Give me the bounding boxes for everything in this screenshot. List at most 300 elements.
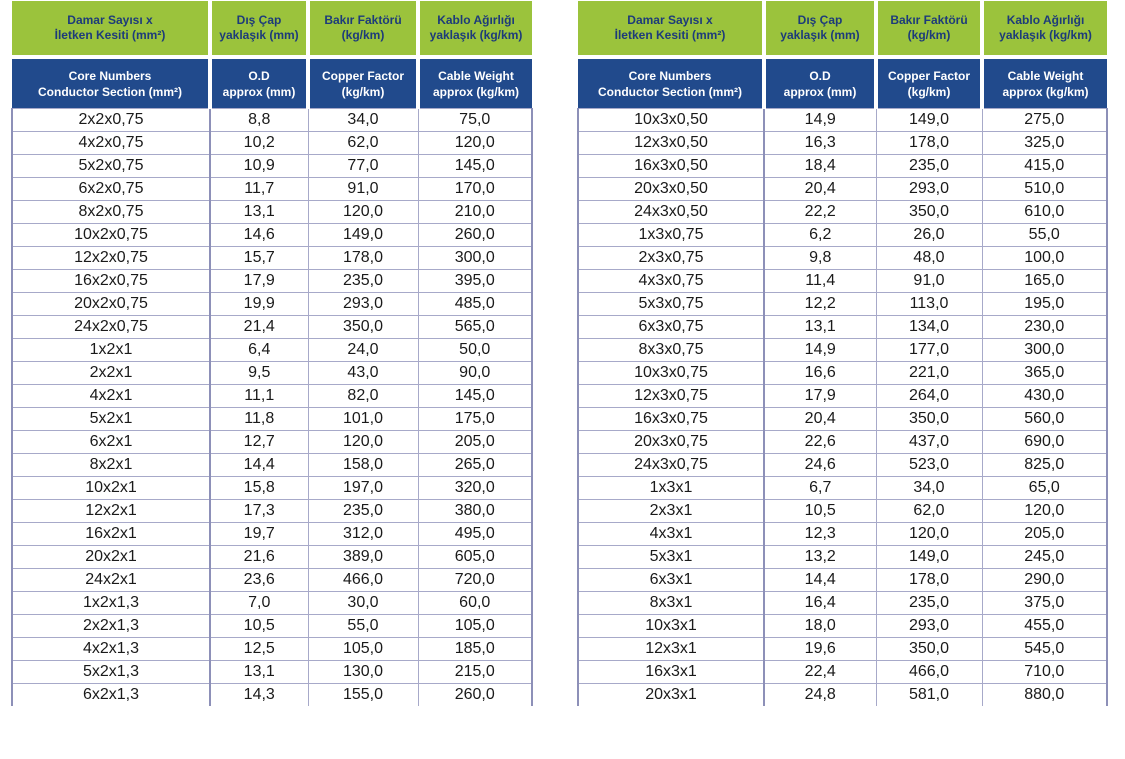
table-row xyxy=(12,155,532,178)
outer-diameter-cell: 11,1 xyxy=(210,385,308,408)
outer-diameter-cell: 9,8 xyxy=(764,247,876,270)
core-conductor-cell: 2x2x1 xyxy=(12,362,210,385)
copper-factor-cell: 120,0 xyxy=(308,431,418,454)
outer-diameter-cell: 10,9 xyxy=(210,155,308,178)
outer-diameter-cell: 19,6 xyxy=(764,638,876,661)
outer-diameter-cell: 19,9 xyxy=(210,293,308,316)
table-row xyxy=(12,201,532,224)
table-row xyxy=(578,431,1107,454)
copper-factor-cell: 235,0 xyxy=(876,592,982,615)
core-conductor-cell: 24x3x0,50 xyxy=(578,201,764,224)
table-row xyxy=(578,500,1107,523)
copper-factor-cell: 235,0 xyxy=(876,155,982,178)
core-conductor-cell: 1x3x1 xyxy=(578,477,764,500)
table-row xyxy=(12,638,532,661)
table-row xyxy=(578,661,1107,684)
copper-factor-cell: 105,0 xyxy=(308,638,418,661)
outer-diameter-cell: 13,1 xyxy=(210,201,308,224)
table-row xyxy=(12,408,532,431)
outer-diameter-cell: 22,4 xyxy=(764,661,876,684)
header-line: Cable Weight xyxy=(1007,68,1084,83)
header-line: Bakır Faktörü xyxy=(890,13,968,27)
copper-factor-cell: 113,0 xyxy=(876,293,982,316)
table-row xyxy=(578,385,1107,408)
cable-weight-cell: 145,0 xyxy=(418,155,532,178)
outer-diameter-cell: 21,4 xyxy=(210,316,308,339)
cable-weight-cell: 485,0 xyxy=(418,293,532,316)
copper-factor-cell: 178,0 xyxy=(876,132,982,155)
core-conductor-cell: 8x3x1 xyxy=(578,592,764,615)
core-conductor-cell: 1x2x1 xyxy=(12,339,210,362)
table-row xyxy=(578,316,1107,339)
header-line: Copper Factor xyxy=(321,68,404,83)
copper-factor-cell: 34,0 xyxy=(876,477,982,500)
core-conductor-cell: 16x3x0,50 xyxy=(578,155,764,178)
table-row xyxy=(12,500,532,523)
cable-weight-cell: 245,0 xyxy=(982,546,1107,569)
table-row xyxy=(12,615,532,638)
header-line: İletken Kesiti (mm²) xyxy=(54,28,166,42)
table-row xyxy=(12,569,532,592)
outer-diameter-cell: 22,2 xyxy=(764,201,876,224)
cable-weight-cell: 185,0 xyxy=(418,638,532,661)
header-line: approx (mm) xyxy=(222,84,296,99)
table-row xyxy=(12,132,532,155)
header-line: Dış Çap xyxy=(236,13,282,27)
copper-factor-cell: 134,0 xyxy=(876,316,982,339)
outer-diameter-cell: 6,7 xyxy=(764,477,876,500)
header-core-conductor-en xyxy=(12,57,210,109)
core-conductor-cell: 1x2x1,3 xyxy=(12,592,210,615)
cable-weight-cell: 120,0 xyxy=(982,500,1107,523)
core-conductor-cell: 8x3x0,75 xyxy=(578,339,764,362)
core-conductor-cell: 4x2x0,75 xyxy=(12,132,210,155)
core-conductor-cell: 10x2x0,75 xyxy=(12,224,210,247)
copper-factor-cell: 158,0 xyxy=(308,454,418,477)
core-conductor-cell: 20x2x1 xyxy=(12,546,210,569)
cable-weight-cell: 300,0 xyxy=(982,339,1107,362)
copper-factor-cell: 312,0 xyxy=(308,523,418,546)
header-cable-weight-tr xyxy=(982,1,1107,57)
table-row xyxy=(12,270,532,293)
copper-factor-cell: 293,0 xyxy=(308,293,418,316)
copper-factor-cell: 130,0 xyxy=(308,661,418,684)
outer-diameter-cell: 22,6 xyxy=(764,431,876,454)
header-line: Dış Çap xyxy=(797,13,843,27)
header-line: yaklaşık (mm) xyxy=(780,28,860,42)
table-row xyxy=(578,569,1107,592)
table-row xyxy=(578,224,1107,247)
copper-factor-cell: 120,0 xyxy=(308,201,418,224)
core-conductor-cell: 12x3x0,75 xyxy=(578,385,764,408)
outer-diameter-cell: 8,8 xyxy=(210,109,308,132)
core-conductor-cell: 6x3x0,75 xyxy=(578,316,764,339)
core-conductor-cell: 6x2x1 xyxy=(12,431,210,454)
cable-weight-cell: 605,0 xyxy=(418,546,532,569)
cable-weight-cell: 560,0 xyxy=(982,408,1107,431)
header-line: O.D xyxy=(248,68,270,83)
table-header xyxy=(12,1,532,109)
outer-diameter-cell: 14,4 xyxy=(764,569,876,592)
outer-diameter-cell: 14,3 xyxy=(210,684,308,707)
table-row xyxy=(578,178,1107,201)
copper-factor-cell: 34,0 xyxy=(308,109,418,132)
header-line: Cable Weight xyxy=(438,68,514,83)
copper-factor-cell: 293,0 xyxy=(876,615,982,638)
header-line: approx (kg/km) xyxy=(1002,84,1089,99)
header-outer-diameter-tr xyxy=(764,1,876,57)
copper-factor-cell: 77,0 xyxy=(308,155,418,178)
header-line: Damar Sayısı x xyxy=(67,13,153,27)
table-row xyxy=(12,178,532,201)
outer-diameter-cell: 15,8 xyxy=(210,477,308,500)
core-conductor-cell: 6x3x1 xyxy=(578,569,764,592)
copper-factor-cell: 62,0 xyxy=(876,500,982,523)
outer-diameter-cell: 16,6 xyxy=(764,362,876,385)
core-conductor-cell: 5x3x1 xyxy=(578,546,764,569)
header-line: Conductor Section (mm²) xyxy=(598,84,742,99)
table-body xyxy=(12,109,532,707)
header-row-english xyxy=(578,57,1107,109)
header-core-conductor-tr xyxy=(12,1,210,57)
header-outer-diameter-en xyxy=(764,57,876,109)
header-cable-weight-en xyxy=(418,57,532,109)
core-conductor-cell: 5x2x1,3 xyxy=(12,661,210,684)
core-conductor-cell: 16x2x0,75 xyxy=(12,270,210,293)
header-line: approx (kg/km) xyxy=(432,84,519,99)
outer-diameter-cell: 13,1 xyxy=(764,316,876,339)
outer-diameter-cell: 14,9 xyxy=(764,339,876,362)
outer-diameter-cell: 14,9 xyxy=(764,109,876,132)
core-conductor-cell: 4x2x1,3 xyxy=(12,638,210,661)
core-conductor-cell: 1x3x0,75 xyxy=(578,224,764,247)
outer-diameter-cell: 10,5 xyxy=(764,500,876,523)
core-conductor-cell: 4x3x0,75 xyxy=(578,270,764,293)
core-conductor-cell: 16x2x1 xyxy=(12,523,210,546)
copper-factor-cell: 91,0 xyxy=(876,270,982,293)
outer-diameter-cell: 24,6 xyxy=(764,454,876,477)
copper-factor-cell: 264,0 xyxy=(876,385,982,408)
core-conductor-cell: 2x3x0,75 xyxy=(578,247,764,270)
header-line: yaklaşık (kg/km) xyxy=(999,28,1092,42)
copper-factor-cell: 55,0 xyxy=(308,615,418,638)
table-row xyxy=(578,615,1107,638)
copper-factor-cell: 221,0 xyxy=(876,362,982,385)
cable-weight-cell: 260,0 xyxy=(418,224,532,247)
outer-diameter-cell: 11,8 xyxy=(210,408,308,431)
table-row xyxy=(578,592,1107,615)
outer-diameter-cell: 6,4 xyxy=(210,339,308,362)
header-outer-diameter-en xyxy=(210,57,308,109)
cable-weight-cell: 710,0 xyxy=(982,661,1107,684)
core-conductor-cell: 8x2x1 xyxy=(12,454,210,477)
header-copper-factor-en xyxy=(308,57,418,109)
cable-weight-cell: 65,0 xyxy=(982,477,1107,500)
header-core-conductor-en xyxy=(578,57,764,109)
core-conductor-cell: 10x3x0,75 xyxy=(578,362,764,385)
header-line: Kablo Ağırlığı xyxy=(437,13,515,27)
copper-factor-cell: 155,0 xyxy=(308,684,418,707)
table-row xyxy=(578,293,1107,316)
outer-diameter-cell: 16,3 xyxy=(764,132,876,155)
header-line: approx (mm) xyxy=(783,84,857,99)
outer-diameter-cell: 17,3 xyxy=(210,500,308,523)
cable-weight-cell: 145,0 xyxy=(418,385,532,408)
header-row-turkish xyxy=(578,1,1107,57)
core-conductor-cell: 20x3x0,50 xyxy=(578,178,764,201)
copper-factor-cell: 149,0 xyxy=(876,546,982,569)
cable-weight-cell: 215,0 xyxy=(418,661,532,684)
cable-weight-cell: 825,0 xyxy=(982,454,1107,477)
header-copper-factor-tr xyxy=(876,1,982,57)
table-row xyxy=(578,362,1107,385)
copper-factor-cell: 149,0 xyxy=(876,109,982,132)
core-conductor-cell: 8x2x0,75 xyxy=(12,201,210,224)
header-copper-factor-tr xyxy=(308,1,418,57)
core-conductor-cell: 16x3x0,75 xyxy=(578,408,764,431)
table-row xyxy=(12,316,532,339)
table-row xyxy=(12,661,532,684)
outer-diameter-cell: 19,7 xyxy=(210,523,308,546)
cable-weight-cell: 165,0 xyxy=(982,270,1107,293)
cable-weight-cell: 380,0 xyxy=(418,500,532,523)
outer-diameter-cell: 16,4 xyxy=(764,592,876,615)
cable-table-right xyxy=(577,1,1108,706)
cable-weight-cell: 320,0 xyxy=(418,477,532,500)
table-row xyxy=(12,362,532,385)
outer-diameter-cell: 11,7 xyxy=(210,178,308,201)
outer-diameter-cell: 17,9 xyxy=(210,270,308,293)
copper-factor-cell: 389,0 xyxy=(308,546,418,569)
cable-weight-cell: 395,0 xyxy=(418,270,532,293)
table-row xyxy=(578,270,1107,293)
outer-diameter-cell: 12,7 xyxy=(210,431,308,454)
table-row xyxy=(12,224,532,247)
copper-factor-cell: 101,0 xyxy=(308,408,418,431)
header-line: (kg/km) xyxy=(907,84,951,99)
copper-factor-cell: 293,0 xyxy=(876,178,982,201)
table-row xyxy=(578,638,1107,661)
header-line: Copper Factor xyxy=(887,68,970,83)
copper-factor-cell: 26,0 xyxy=(876,224,982,247)
outer-diameter-cell: 10,2 xyxy=(210,132,308,155)
table-row xyxy=(578,155,1107,178)
table-row xyxy=(12,109,532,132)
table-row xyxy=(12,247,532,270)
cable-weight-cell: 175,0 xyxy=(418,408,532,431)
cable-weight-cell: 275,0 xyxy=(982,109,1107,132)
outer-diameter-cell: 12,2 xyxy=(764,293,876,316)
cable-weight-cell: 565,0 xyxy=(418,316,532,339)
outer-diameter-cell: 17,9 xyxy=(764,385,876,408)
cable-weight-cell: 720,0 xyxy=(418,569,532,592)
table-row xyxy=(12,385,532,408)
header-line: İletken Kesiti (mm²) xyxy=(614,28,726,42)
core-conductor-cell: 20x2x0,75 xyxy=(12,293,210,316)
header-line: Kablo Ağırlığı xyxy=(1006,13,1085,27)
copper-factor-cell: 466,0 xyxy=(308,569,418,592)
copper-factor-cell: 437,0 xyxy=(876,431,982,454)
cable-weight-cell: 100,0 xyxy=(982,247,1107,270)
outer-diameter-cell: 10,5 xyxy=(210,615,308,638)
core-conductor-cell: 24x2x1 xyxy=(12,569,210,592)
table-row xyxy=(12,523,532,546)
outer-diameter-cell: 12,3 xyxy=(764,523,876,546)
cable-weight-cell: 290,0 xyxy=(982,569,1107,592)
header-line: Bakır Faktörü xyxy=(324,13,402,27)
core-conductor-cell: 2x2x1,3 xyxy=(12,615,210,638)
copper-factor-cell: 178,0 xyxy=(308,247,418,270)
copper-factor-cell: 120,0 xyxy=(876,523,982,546)
cable-weight-cell: 325,0 xyxy=(982,132,1107,155)
table-row xyxy=(578,684,1107,707)
table-row xyxy=(578,523,1107,546)
core-conductor-cell: 4x2x1 xyxy=(12,385,210,408)
core-conductor-cell: 6x2x1,3 xyxy=(12,684,210,707)
cable-weight-cell: 210,0 xyxy=(418,201,532,224)
outer-diameter-cell: 13,2 xyxy=(764,546,876,569)
outer-diameter-cell: 7,0 xyxy=(210,592,308,615)
copper-factor-cell: 149,0 xyxy=(308,224,418,247)
header-line: yaklaşık (mm) xyxy=(219,28,299,42)
cable-weight-cell: 120,0 xyxy=(418,132,532,155)
core-conductor-cell: 24x3x0,75 xyxy=(578,454,764,477)
outer-diameter-cell: 20,4 xyxy=(764,178,876,201)
outer-diameter-cell: 20,4 xyxy=(764,408,876,431)
table-header xyxy=(578,1,1107,109)
cable-weight-cell: 880,0 xyxy=(982,684,1107,707)
core-conductor-cell: 5x2x0,75 xyxy=(12,155,210,178)
copper-factor-cell: 82,0 xyxy=(308,385,418,408)
outer-diameter-cell: 14,6 xyxy=(210,224,308,247)
cable-weight-cell: 60,0 xyxy=(418,592,532,615)
copper-factor-cell: 178,0 xyxy=(876,569,982,592)
header-line: O.D xyxy=(809,68,831,83)
copper-factor-cell: 350,0 xyxy=(876,638,982,661)
table-row xyxy=(12,477,532,500)
outer-diameter-cell: 18,4 xyxy=(764,155,876,178)
cable-weight-cell: 75,0 xyxy=(418,109,532,132)
cable-weight-cell: 510,0 xyxy=(982,178,1107,201)
copper-factor-cell: 581,0 xyxy=(876,684,982,707)
table-row xyxy=(12,454,532,477)
core-conductor-cell: 24x2x0,75 xyxy=(12,316,210,339)
cable-weight-cell: 230,0 xyxy=(982,316,1107,339)
core-conductor-cell: 20x3x1 xyxy=(578,684,764,707)
table-body xyxy=(578,109,1107,707)
cable-weight-cell: 375,0 xyxy=(982,592,1107,615)
copper-factor-cell: 350,0 xyxy=(308,316,418,339)
outer-diameter-cell: 18,0 xyxy=(764,615,876,638)
cable-weight-cell: 415,0 xyxy=(982,155,1107,178)
outer-diameter-cell: 13,1 xyxy=(210,661,308,684)
outer-diameter-cell: 21,6 xyxy=(210,546,308,569)
table-row xyxy=(578,408,1107,431)
table-row xyxy=(578,132,1107,155)
copper-factor-cell: 30,0 xyxy=(308,592,418,615)
copper-factor-cell: 197,0 xyxy=(308,477,418,500)
table-row xyxy=(578,546,1107,569)
header-cable-weight-tr xyxy=(418,1,532,57)
outer-diameter-cell: 12,5 xyxy=(210,638,308,661)
cable-weight-cell: 50,0 xyxy=(418,339,532,362)
cable-weight-cell: 205,0 xyxy=(982,523,1107,546)
copper-factor-cell: 523,0 xyxy=(876,454,982,477)
copper-factor-cell: 91,0 xyxy=(308,178,418,201)
core-conductor-cell: 6x2x0,75 xyxy=(12,178,210,201)
header-row-turkish xyxy=(12,1,532,57)
header-line: (kg/km) xyxy=(341,28,385,42)
copper-factor-cell: 43,0 xyxy=(308,362,418,385)
table-row xyxy=(578,477,1107,500)
copper-factor-cell: 235,0 xyxy=(308,500,418,523)
copper-factor-cell: 466,0 xyxy=(876,661,982,684)
core-conductor-cell: 20x3x0,75 xyxy=(578,431,764,454)
copper-factor-cell: 24,0 xyxy=(308,339,418,362)
outer-diameter-cell: 9,5 xyxy=(210,362,308,385)
outer-diameter-cell: 15,7 xyxy=(210,247,308,270)
table-row xyxy=(12,546,532,569)
cable-weight-cell: 610,0 xyxy=(982,201,1107,224)
copper-factor-cell: 350,0 xyxy=(876,408,982,431)
core-conductor-cell: 2x3x1 xyxy=(578,500,764,523)
cable-weight-cell: 195,0 xyxy=(982,293,1107,316)
header-core-conductor-tr xyxy=(578,1,764,57)
outer-diameter-cell: 11,4 xyxy=(764,270,876,293)
header-line: yaklaşık (kg/km) xyxy=(429,28,523,42)
copper-factor-cell: 235,0 xyxy=(308,270,418,293)
core-conductor-cell: 10x3x0,50 xyxy=(578,109,764,132)
cable-table-left xyxy=(11,1,533,706)
cable-weight-cell: 105,0 xyxy=(418,615,532,638)
core-conductor-cell: 12x3x1 xyxy=(578,638,764,661)
core-conductor-cell: 2x2x0,75 xyxy=(12,109,210,132)
cable-weight-cell: 545,0 xyxy=(982,638,1107,661)
cable-weight-cell: 170,0 xyxy=(418,178,532,201)
header-line: (kg/km) xyxy=(907,28,951,42)
cable-weight-cell: 265,0 xyxy=(418,454,532,477)
outer-diameter-cell: 23,6 xyxy=(210,569,308,592)
core-conductor-cell: 16x3x1 xyxy=(578,661,764,684)
cable-weight-cell: 365,0 xyxy=(982,362,1107,385)
cable-weight-cell: 205,0 xyxy=(418,431,532,454)
header-cable-weight-en xyxy=(982,57,1107,109)
outer-diameter-cell: 24,8 xyxy=(764,684,876,707)
header-copper-factor-en xyxy=(876,57,982,109)
table-row xyxy=(12,684,532,707)
header-line: Conductor Section (mm²) xyxy=(38,84,182,99)
copper-factor-cell: 350,0 xyxy=(876,201,982,224)
outer-diameter-cell: 14,4 xyxy=(210,454,308,477)
outer-diameter-cell: 6,2 xyxy=(764,224,876,247)
core-conductor-cell: 5x2x1 xyxy=(12,408,210,431)
header-row-english xyxy=(12,57,532,109)
table-row xyxy=(12,431,532,454)
cable-weight-cell: 260,0 xyxy=(418,684,532,707)
cable-weight-cell: 455,0 xyxy=(982,615,1107,638)
cable-weight-cell: 430,0 xyxy=(982,385,1107,408)
cable-weight-cell: 55,0 xyxy=(982,224,1107,247)
copper-factor-cell: 177,0 xyxy=(876,339,982,362)
copper-factor-cell: 48,0 xyxy=(876,247,982,270)
header-line: Core Numbers xyxy=(68,68,152,83)
table-row xyxy=(12,339,532,362)
table-row xyxy=(578,339,1107,362)
core-conductor-cell: 5x3x0,75 xyxy=(578,293,764,316)
header-line: (kg/km) xyxy=(341,84,385,99)
copper-factor-cell: 62,0 xyxy=(308,132,418,155)
cable-weight-cell: 495,0 xyxy=(418,523,532,546)
